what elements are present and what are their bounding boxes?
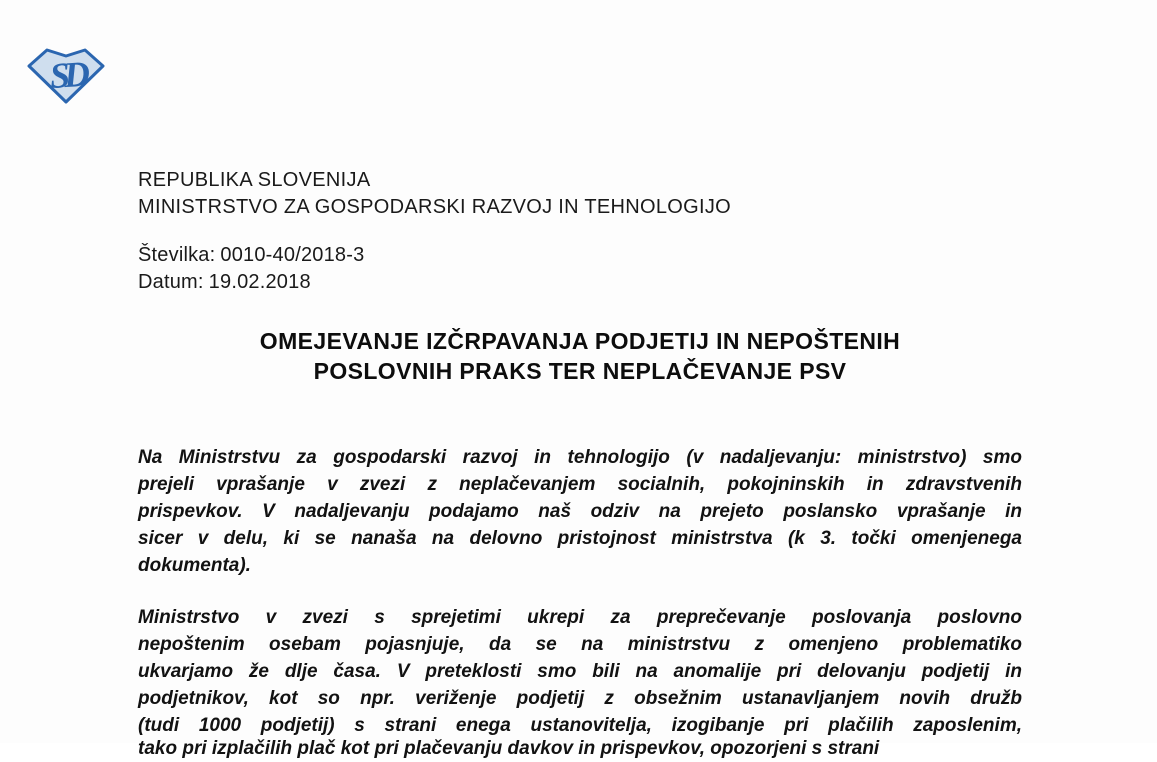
text-line: prispevkov. V nadaljevanju podajamo naš odziv na prejeto poslansko vprašanje in <box>138 501 1022 522</box>
text-line: dokumenta). <box>138 555 251 576</box>
letterhead-ministry: MINISTRSTVO ZA GOSPODARSKI RAZVOJ IN TEHNOLOGIJO <box>138 196 732 218</box>
doc-date-line <box>138 269 1022 296</box>
doc-number-line <box>138 242 1022 269</box>
reference-block <box>138 242 1022 296</box>
document-title <box>138 326 1022 386</box>
text-line: Na Ministrstvu za gospodarski razvoj in tehnologijo (v nadaljevanju: ministrstvo) smo <box>138 447 1022 468</box>
text-line: (tudi 1000 podjetij) s strani enega ustanovitelja, izogibanje pri plačilih zaposlenim, <box>138 715 1022 736</box>
text-line: ukvarjamo že dlje časa. V preteklosti smo bili na anomalije pri delovanju podjetij in <box>138 661 1022 682</box>
paragraph-2-line-clipped: tako pri izplačilih plač kot pri plačevanju davkov in prispevkov, opozorjeni s strani <box>138 738 880 759</box>
document-title-line-1: OMEJEVANJE IZČRPAVANJA PODJETIJ IN NEPOŠTENIH <box>259 328 901 354</box>
paragraph-2 <box>138 604 1022 739</box>
letterhead-country: REPUBLIKA SLOVENIJA <box>138 169 371 191</box>
text-line: podjetnikov, kot so npr. veriženje podjetij z obsežnim ustanavljanjem novih družb <box>138 688 1022 709</box>
paragraph-1 <box>138 444 1022 579</box>
text-line: prejeli vprašanje v zvezi z neplačevanjem socialnih, pokojninskih in zdravstvenih <box>138 474 1022 495</box>
sd-diamond-logo <box>27 46 105 104</box>
text-line: Ministrstvo v zvezi s sprejetimi ukrepi za preprečevanje poslovanja poslovno <box>138 607 1022 628</box>
doc-date-label: Datum: <box>138 271 204 293</box>
logo-letters: SD <box>48 53 86 97</box>
document-title-line-2: POSLOVNIH PRAKS TER NEPLAČEVANJE PSV <box>313 358 847 384</box>
letterhead <box>138 167 1022 221</box>
text-line: sicer v delu, ki se nanaša na delovno pristojnost ministrstva (k 3. točki omenjenega <box>138 528 1022 549</box>
doc-number-value: 0010-40/2018-3 <box>220 244 365 266</box>
doc-number-label: Številka: <box>138 244 216 266</box>
doc-date-value: 19.02.2018 <box>208 271 311 293</box>
text-line: nepoštenim osebam pojasnjuje, da se na ministrstvu z omenjeno problematiko <box>138 634 1022 655</box>
